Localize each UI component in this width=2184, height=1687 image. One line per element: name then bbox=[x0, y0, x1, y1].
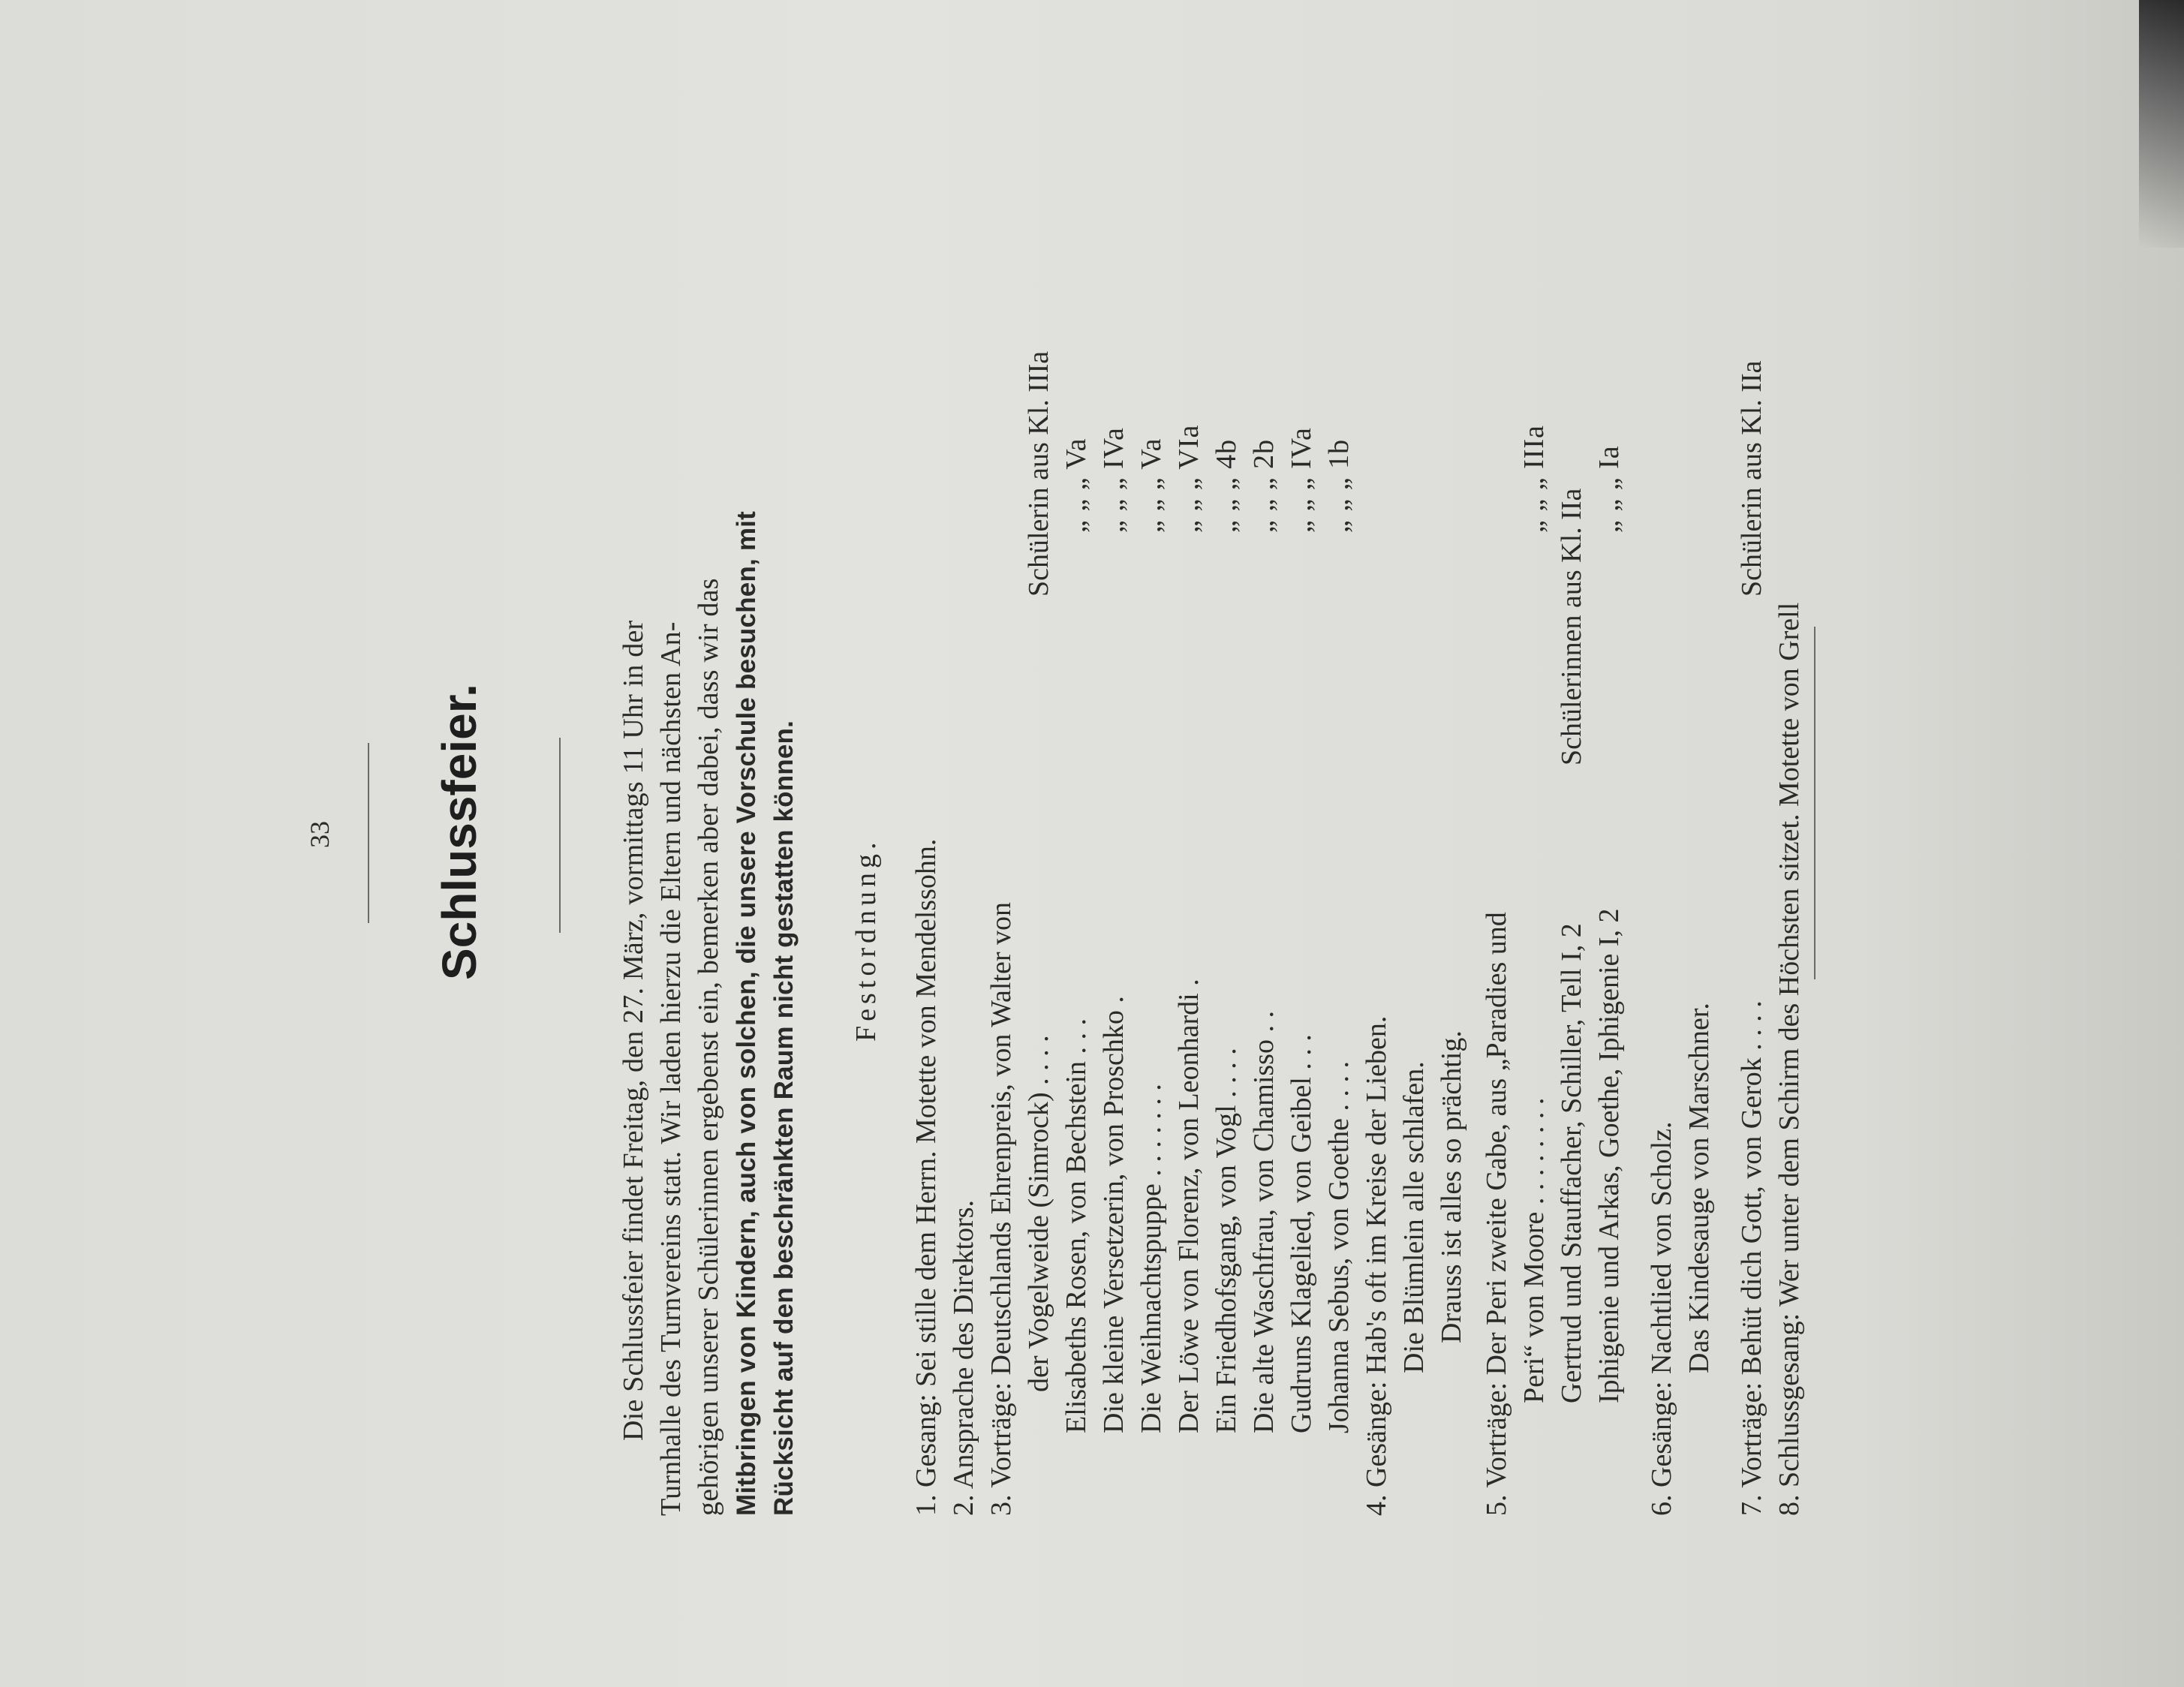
recitation-performer: „ „ „ VIa bbox=[1173, 424, 1205, 533]
intro-line-4-text: Mitbringen von Kindern, auch von solchen, die unsere Vorschule besuchen, mit bbox=[732, 511, 761, 1516]
recitation-title: Der Löwe von Florenz, von Leonhardi . bbox=[1173, 979, 1205, 1433]
program-item-4-song-3: Drauss ist alles so prächtig. bbox=[1436, 1030, 1467, 1343]
header-rule bbox=[368, 743, 369, 923]
title-rule bbox=[559, 738, 561, 933]
program-item-7-performer: Schülerin aus Kl. IIa bbox=[1736, 360, 1767, 597]
program-item-5-performer: „ „ „ IIIa bbox=[1518, 425, 1550, 533]
recitation-title: Elisabeths Rosen, von Bechstein . . . bbox=[1060, 1018, 1092, 1433]
intro-line-5 bbox=[767, 720, 800, 1516]
page-title: Schlussfeier. bbox=[432, 684, 486, 980]
program-item-6-song-2: Das Kindesauge von Marschner. bbox=[1683, 1003, 1715, 1373]
recitation-title: Johanna Sebus, von Goethe . . . . bbox=[1323, 1060, 1355, 1433]
program-item-4: 4. Gesänge: Hab's oft im Kreise der Lieben. bbox=[1361, 1015, 1392, 1516]
program-item-3-performer: Schülerin aus Kl. IIIa bbox=[1023, 350, 1054, 597]
recitation-performer: „ „ „ 4b bbox=[1211, 438, 1242, 533]
intro-line-2: Turnhalle des Turnvereins statt. Wir laden hierzu die Eltern und nächsten An- bbox=[655, 621, 687, 1516]
program-item-3-cont: der Vogelweide (Simrock) . . . . bbox=[1023, 1035, 1054, 1392]
intro-line-3: gehörigen unserer Schülerinnen ergebenst ein, bemerken aber dabei, dass wir das bbox=[693, 578, 724, 1516]
rotated-page-content bbox=[304, 150, 1805, 1516]
program-item-6: 6. Gesänge: Nachtlied von Scholz. bbox=[1646, 1121, 1677, 1516]
festordnung-heading: Festordnung. bbox=[850, 837, 882, 1042]
program-item-1: 1. Gesang: Sei stille dem Herrn. Motette von Mendelssohn. bbox=[910, 838, 942, 1516]
program-item-5-cont: Peri“ von Moore . . . . . . . . bbox=[1518, 1097, 1550, 1403]
program-item-5-scene-2-performer: „ „ „ Ia bbox=[1593, 445, 1625, 533]
program-item-4-song-2: Die Blümlein alle schlafen. bbox=[1398, 1061, 1430, 1373]
recitation-title: Ein Friedhofsgang, von Vogl . . . . bbox=[1211, 1048, 1242, 1433]
recitation-performer: „ „ „ 2b bbox=[1248, 438, 1280, 533]
program-item-3: 3. Vorträge: Deutschlands Ehrenpreis, von Walter von bbox=[985, 902, 1017, 1516]
intro-line-1: Die Schlussfeier findet Freitag, den 27. März, vormittags 11 Uhr in der bbox=[618, 620, 649, 1441]
program-item-2: 2. Ansprache des Direktors. bbox=[948, 1199, 979, 1516]
footer-rule bbox=[1814, 627, 1815, 979]
recitation-title: Die Weihnachtspuppe . . . . . . . bbox=[1136, 1084, 1167, 1433]
recitation-title: Die alte Waschfrau, von Chamisso . . bbox=[1248, 1011, 1280, 1433]
recitation-performer: „ „ „ IVa bbox=[1098, 427, 1130, 533]
program-item-5-scene-2: Iphigenie und Arkas, Goethe, Iphigenie I, 2 bbox=[1593, 908, 1625, 1403]
program-item-5: 5. Vorträge: Der Peri zweite Gabe, aus „Paradies und bbox=[1481, 912, 1512, 1516]
recitation-performer: „ „ „ Va bbox=[1060, 438, 1092, 533]
recitation-title: Gudruns Klagelied, von Geibel . . . bbox=[1286, 1034, 1317, 1433]
scan-edge-shadow bbox=[2139, 0, 2184, 248]
program-item-7: 7. Vorträge: Behüt dich Gott, von Gerok . . . . bbox=[1736, 1000, 1767, 1516]
recitation-performer: „ „ „ Va bbox=[1136, 438, 1167, 533]
intro-line-4 bbox=[730, 511, 763, 1516]
program-item-5-scene-1: Gertrud und Stauffacher, Schiller, Tell I, 2 bbox=[1556, 923, 1587, 1403]
program-item-8: 8. Schlussgesang: Wer unter dem Schirm des Höchsten sitzet. Motette von Grell bbox=[1773, 602, 1805, 1516]
program-item-5-scene-1-performer: Schülerinnen aus Kl. IIa bbox=[1556, 488, 1587, 765]
intro-line-5-text: Rücksicht auf den beschränkten Raum nicht gestatten können. bbox=[769, 720, 799, 1516]
recitation-performer: „ „ „ IVa bbox=[1286, 427, 1317, 533]
recitation-performer: „ „ „ 1b bbox=[1323, 438, 1355, 533]
page-number: 33 bbox=[305, 821, 335, 848]
recitation-title: Die kleine Versetzerin, von Proschko . bbox=[1098, 996, 1130, 1433]
